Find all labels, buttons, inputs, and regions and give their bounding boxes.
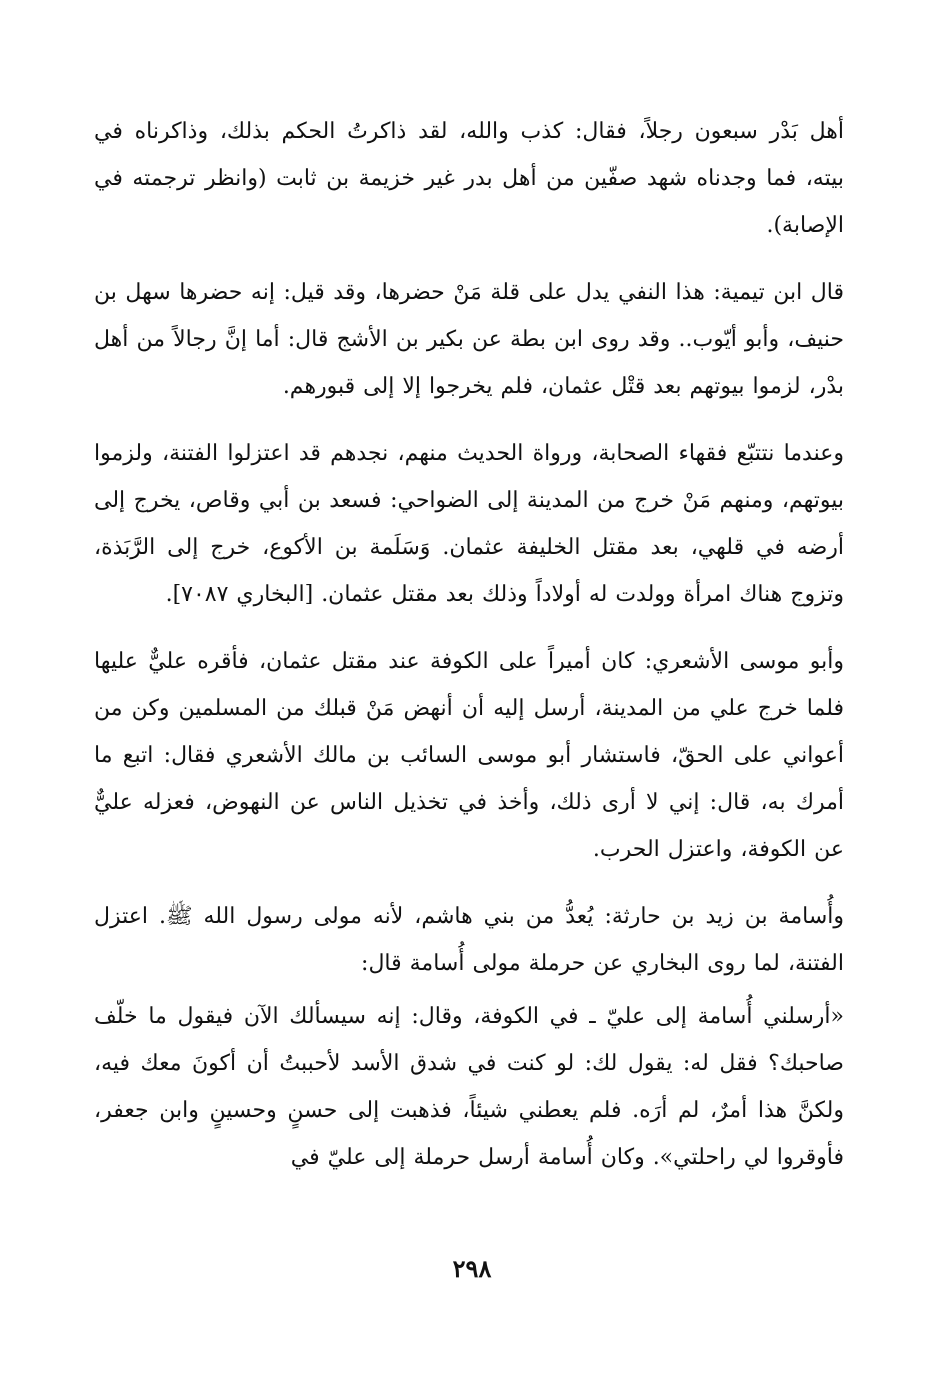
paragraph-usama: وأُسامة بن زيد بن حارثة: يُعدُّ من بني هاشم، لأنه مولى رسول الله ﷺ. اعتزل الفتنة، لما روى البخاري عن حرملة مولى أُسامة قال: (94, 904, 844, 976)
paragraph-ibn-taymiyya: قال ابن تيمية: هذا النفي يدل على قلة مَنْ حضرها، وقد قيل: إنه حضرها سهل بن حنيف، وأبو أيّوب.. وقد روى ابن بطة عن بكير بن الأشج قال: أما إنَّ رجالاً من أهل بدْر، لزموا بيوتهم بعد قتْل عثمان، فلم يخرجوا إلا إلى قبورهم. (94, 280, 844, 399)
paragraph-ahl-badr: أهل بَدْر سبعون رجلاً، فقال: كذب والله، لقد ذاكرتُ الحكم بذلك، وذاكرناه في بيته، فما وجدناه شهد صفّين من أهل بدر غير خزيمة بن ثابت (وانظر ترجمته في الإصابة). (94, 119, 844, 238)
page-number: ٢٩٨ (452, 1254, 492, 1283)
paragraph-quote-harmala: «أرسلني أُسامة إلى عليّ ـ في الكوفة، وقال: إنه سيسألك الآن فيقول ما خلّف صاحبك؟ فقل له: يقول لك: لو كنت في شدق الأسد لأحببتُ أن أكونَ معك فيه، ولكنَّ هذا أمرٌ، لم أرَه. فلم يعطني شيئاً، فذهبت إلى حسنٍ وحسينٍ وابن جعفر، فأوقروا لي راحلتي». وكان أُسامة أرسل حرملة إلى عليّ في (94, 1004, 844, 1170)
paragraph-sahaba-fuqaha: وعندما نتتبّع فقهاء الصحابة، ورواة الحديث منهم، نجدهم قد اعتزلوا الفتنة، ولزموا بيوتهم، ومنهم مَنْ خرج من المدينة إلى الضواحي: فسعد بن أبي وقاص، يخرج إلى أرضه في قلهي، بعد مقتل الخليفة عثمان. وَسَلَمة بن الأكوع، خرج إلى الرَّبَذة، وتزوج هناك امرأة وولدت له أولاداً وذلك بعد مقتل عثمان. [البخاري ٧٠٨٧]. (94, 441, 844, 607)
paragraph-abu-musa: وأبو موسى الأشعري: كان أميراً على الكوفة عند مقتل عثمان، فأقره عليٌّ عليها فلما خرج علي من المدينة، أرسل إليه أن أنهض مَنْ قبلك من المسلمين وكن من أعواني على الحقّ، فاستشار أبو موسى السائب بن مالك الأشعري فقال: اتبع ما أمرك به، قال: إني لا أرى ذلك، وأخذ في تخذيل الناس عن النهوض، فعزله عليٌّ عن الكوفة، واعتزل الحرب. (94, 649, 844, 862)
page-body (94, 100, 844, 1317)
